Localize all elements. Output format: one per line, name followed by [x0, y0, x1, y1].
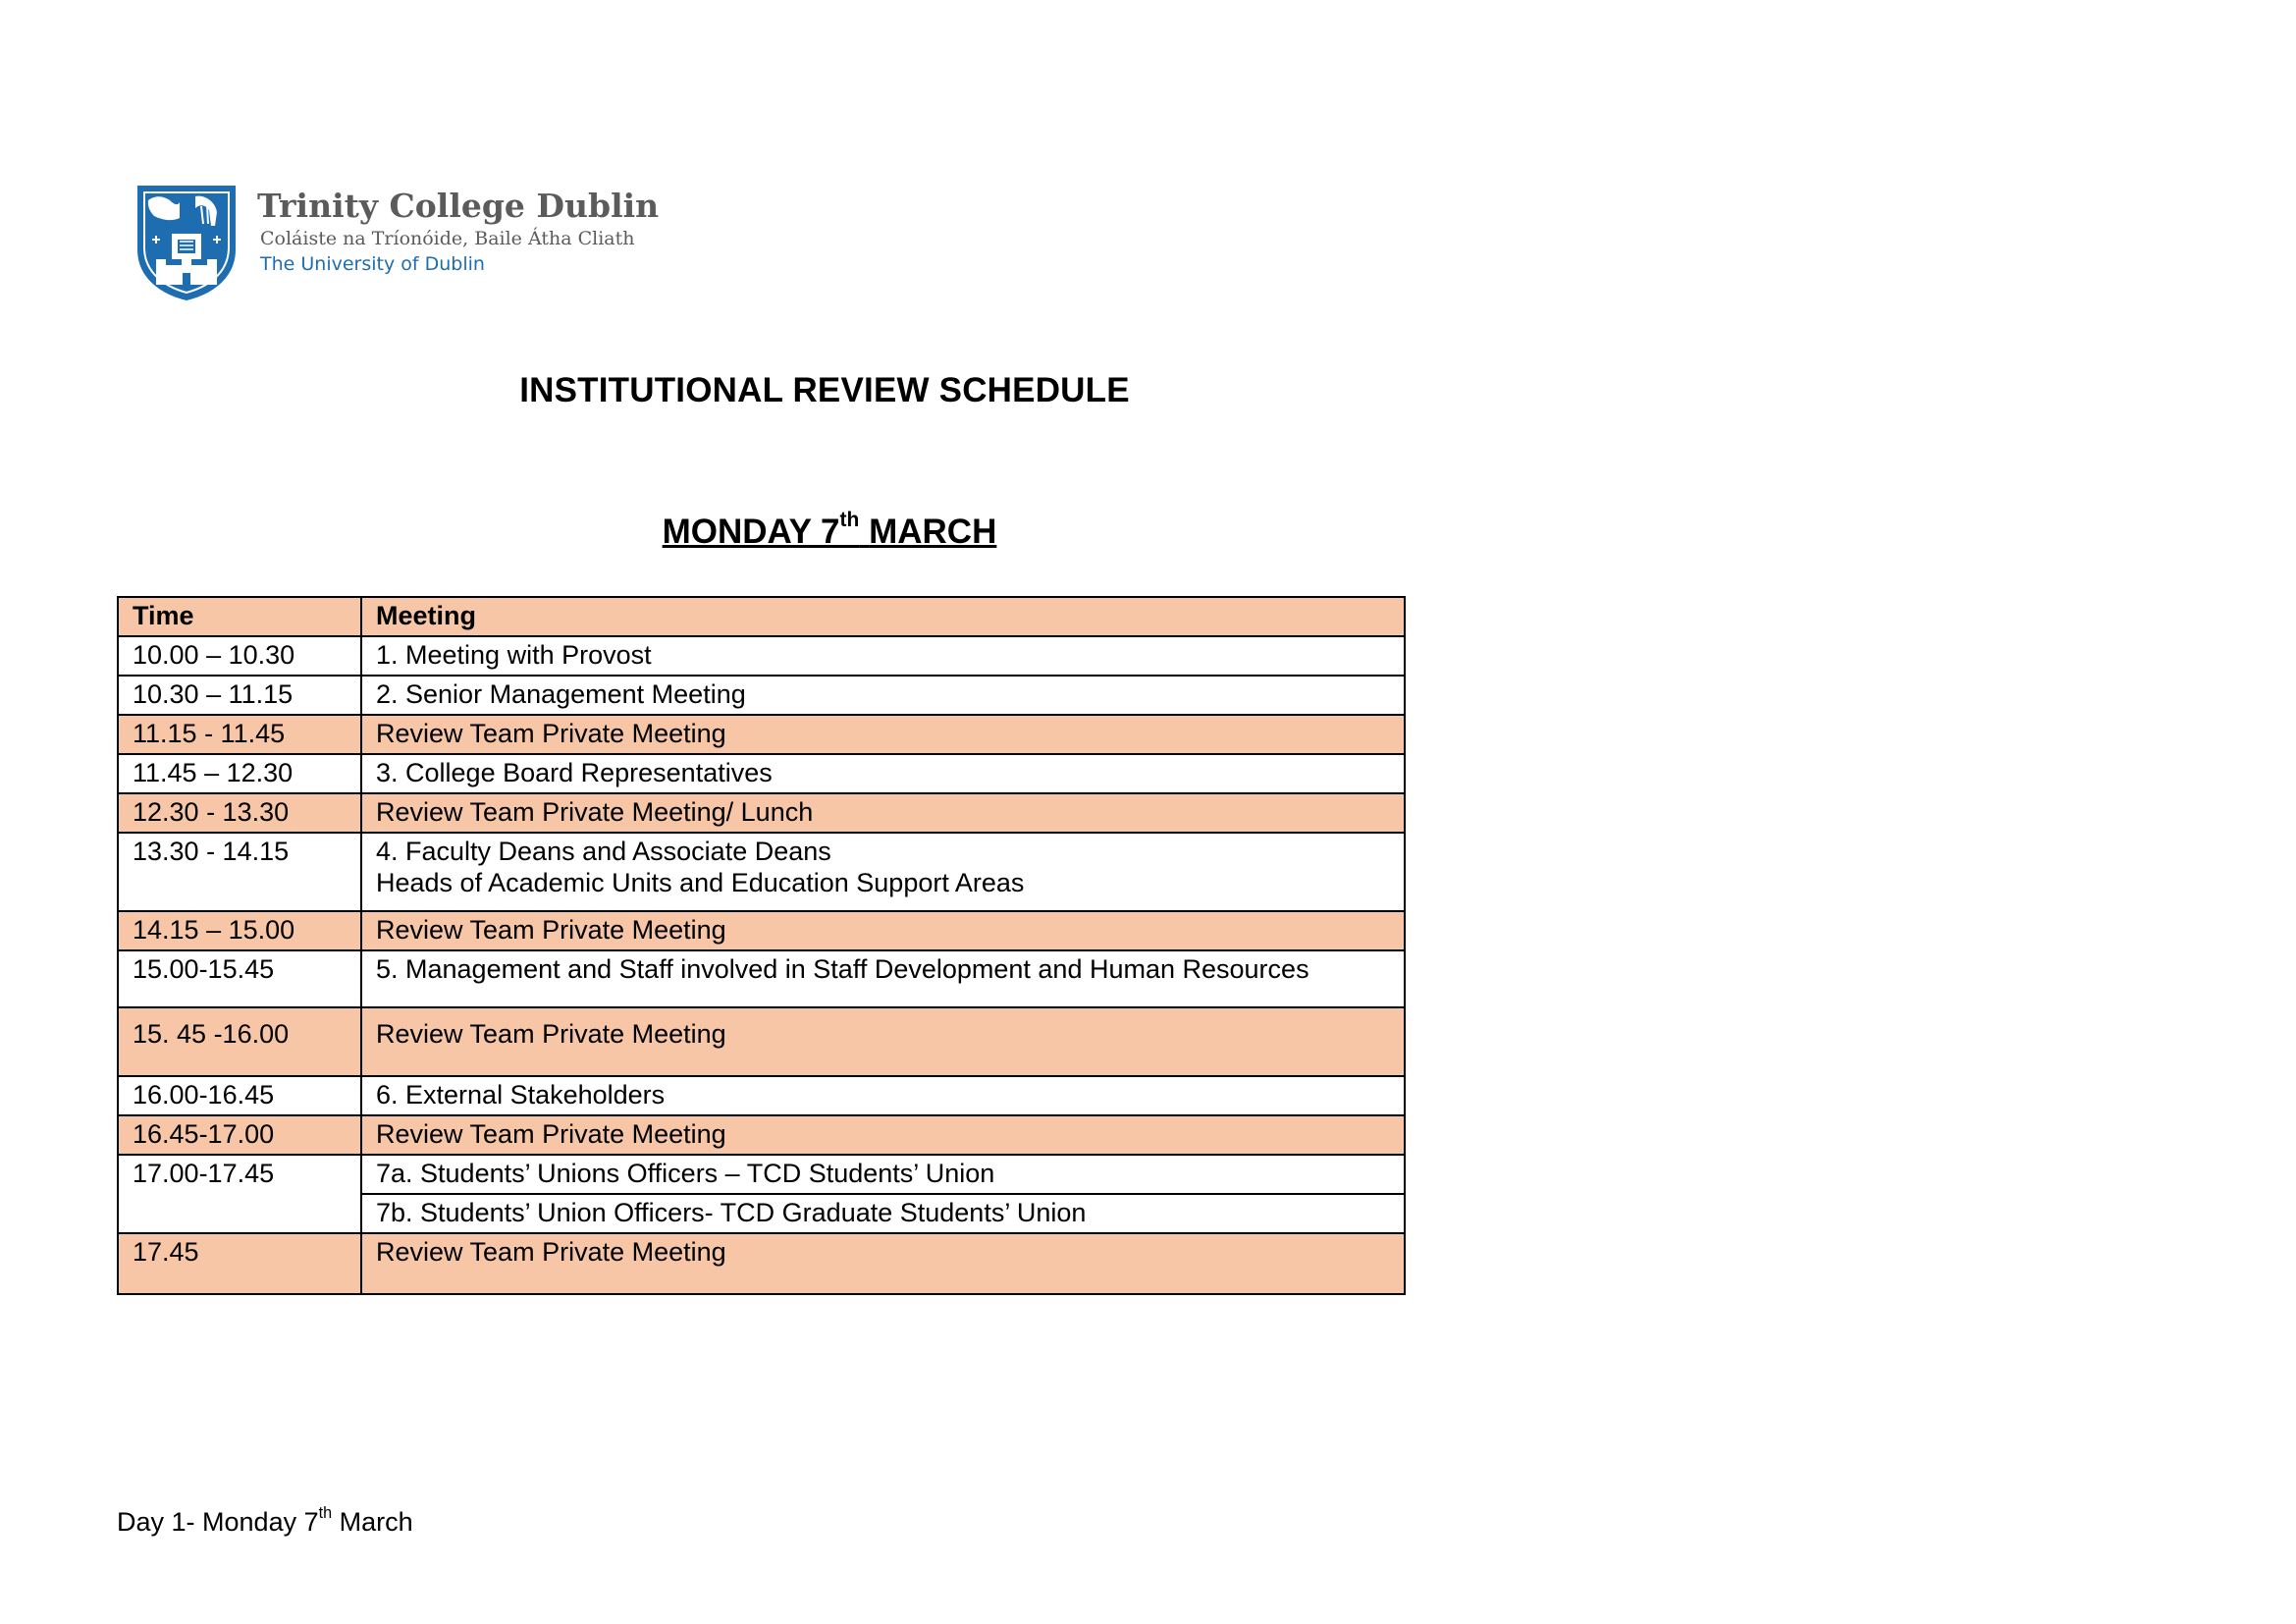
row-meeting: 1. Meeting with Provost	[361, 636, 1405, 676]
row-time: 10.00 – 10.30	[118, 636, 361, 676]
table-row	[118, 950, 1405, 1007]
table-row	[118, 1115, 1405, 1155]
row-time: 17.45	[118, 1233, 361, 1294]
logo-university: The University of Dublin	[260, 253, 485, 275]
table-row	[118, 911, 1405, 950]
row-time: 12.30 - 13.30	[118, 793, 361, 833]
row-meeting: 6. External Stakeholders	[361, 1076, 1405, 1115]
day-heading-day: MONDAY 7	[662, 513, 840, 551]
row-time: 15. 45 -16.00	[118, 1007, 361, 1076]
page-footer	[117, 1503, 413, 1538]
row-time: 15.00-15.45	[118, 950, 361, 1007]
row-time: 14.15 – 15.00	[118, 911, 361, 950]
row-time: 10.30 – 11.15	[118, 676, 361, 715]
row-time: 16.45-17.00	[118, 1115, 361, 1155]
row-time: 11.45 – 12.30	[118, 754, 361, 793]
table-row	[118, 1155, 1405, 1194]
row-meeting: 3. College Board Representatives	[361, 754, 1405, 793]
table-row	[118, 1076, 1405, 1115]
header-meeting: Meeting	[361, 597, 1405, 636]
row-time: 17.00-17.45	[118, 1155, 361, 1233]
table-row	[118, 636, 1405, 676]
row-meeting: Review Team Private Meeting	[361, 1233, 1405, 1294]
table-header-row	[118, 597, 1405, 636]
tcd-logo	[134, 183, 660, 305]
row-time: 16.00-16.45	[118, 1076, 361, 1115]
table-row	[118, 676, 1405, 715]
footer-month: March	[339, 1507, 413, 1537]
row-time: 13.30 - 14.15	[118, 833, 361, 911]
crest-icon	[134, 183, 239, 302]
logo-name: Trinity College Dublin	[257, 187, 660, 225]
row-meeting: Review Team Private Meeting	[361, 1007, 1405, 1076]
table-row	[118, 833, 1405, 911]
document-title: INSTITUTIONAL REVIEW SCHEDULE	[519, 371, 1130, 409]
row-meeting-line2: Heads of Academic Units and Education Support Areas	[376, 868, 1025, 897]
row-meeting: Review Team Private Meeting	[361, 715, 1405, 754]
row-meeting: Review Team Private Meeting/ Lunch	[361, 793, 1405, 833]
row-meeting: 5. Management and Staff involved in Staff Development and Human Resources	[361, 950, 1405, 1007]
row-meeting	[361, 833, 1405, 911]
table-row	[118, 754, 1405, 793]
row-time: 11.15 - 11.45	[118, 715, 361, 754]
schedule-table	[117, 596, 1406, 1295]
footer-suffix: th	[318, 1503, 333, 1522]
day-heading	[0, 509, 1659, 552]
table-row	[118, 793, 1405, 833]
header-time: Time	[118, 597, 361, 636]
day-heading-month: MARCH	[869, 513, 997, 551]
day-heading-suffix: th	[839, 509, 860, 532]
row-meeting-line1: 4. Faculty Deans and Associate Deans	[376, 837, 831, 866]
row-meeting: 7a. Students’ Unions Officers – TCD Students’ Union	[361, 1155, 1405, 1194]
table-row	[118, 1007, 1405, 1076]
logo-irish-name: Coláiste na Tríonóide, Baile Átha Cliath	[260, 228, 635, 249]
row-meeting-b: 7b. Students’ Union Officers- TCD Graduate Students’ Union	[361, 1194, 1405, 1233]
row-meeting: Review Team Private Meeting	[361, 1115, 1405, 1155]
row-meeting: 2. Senior Management Meeting	[361, 676, 1405, 715]
table-row	[118, 1233, 1405, 1294]
table-row	[118, 715, 1405, 754]
row-meeting: Review Team Private Meeting	[361, 911, 1405, 950]
footer-prefix: Day 1- Monday 7	[117, 1507, 319, 1537]
